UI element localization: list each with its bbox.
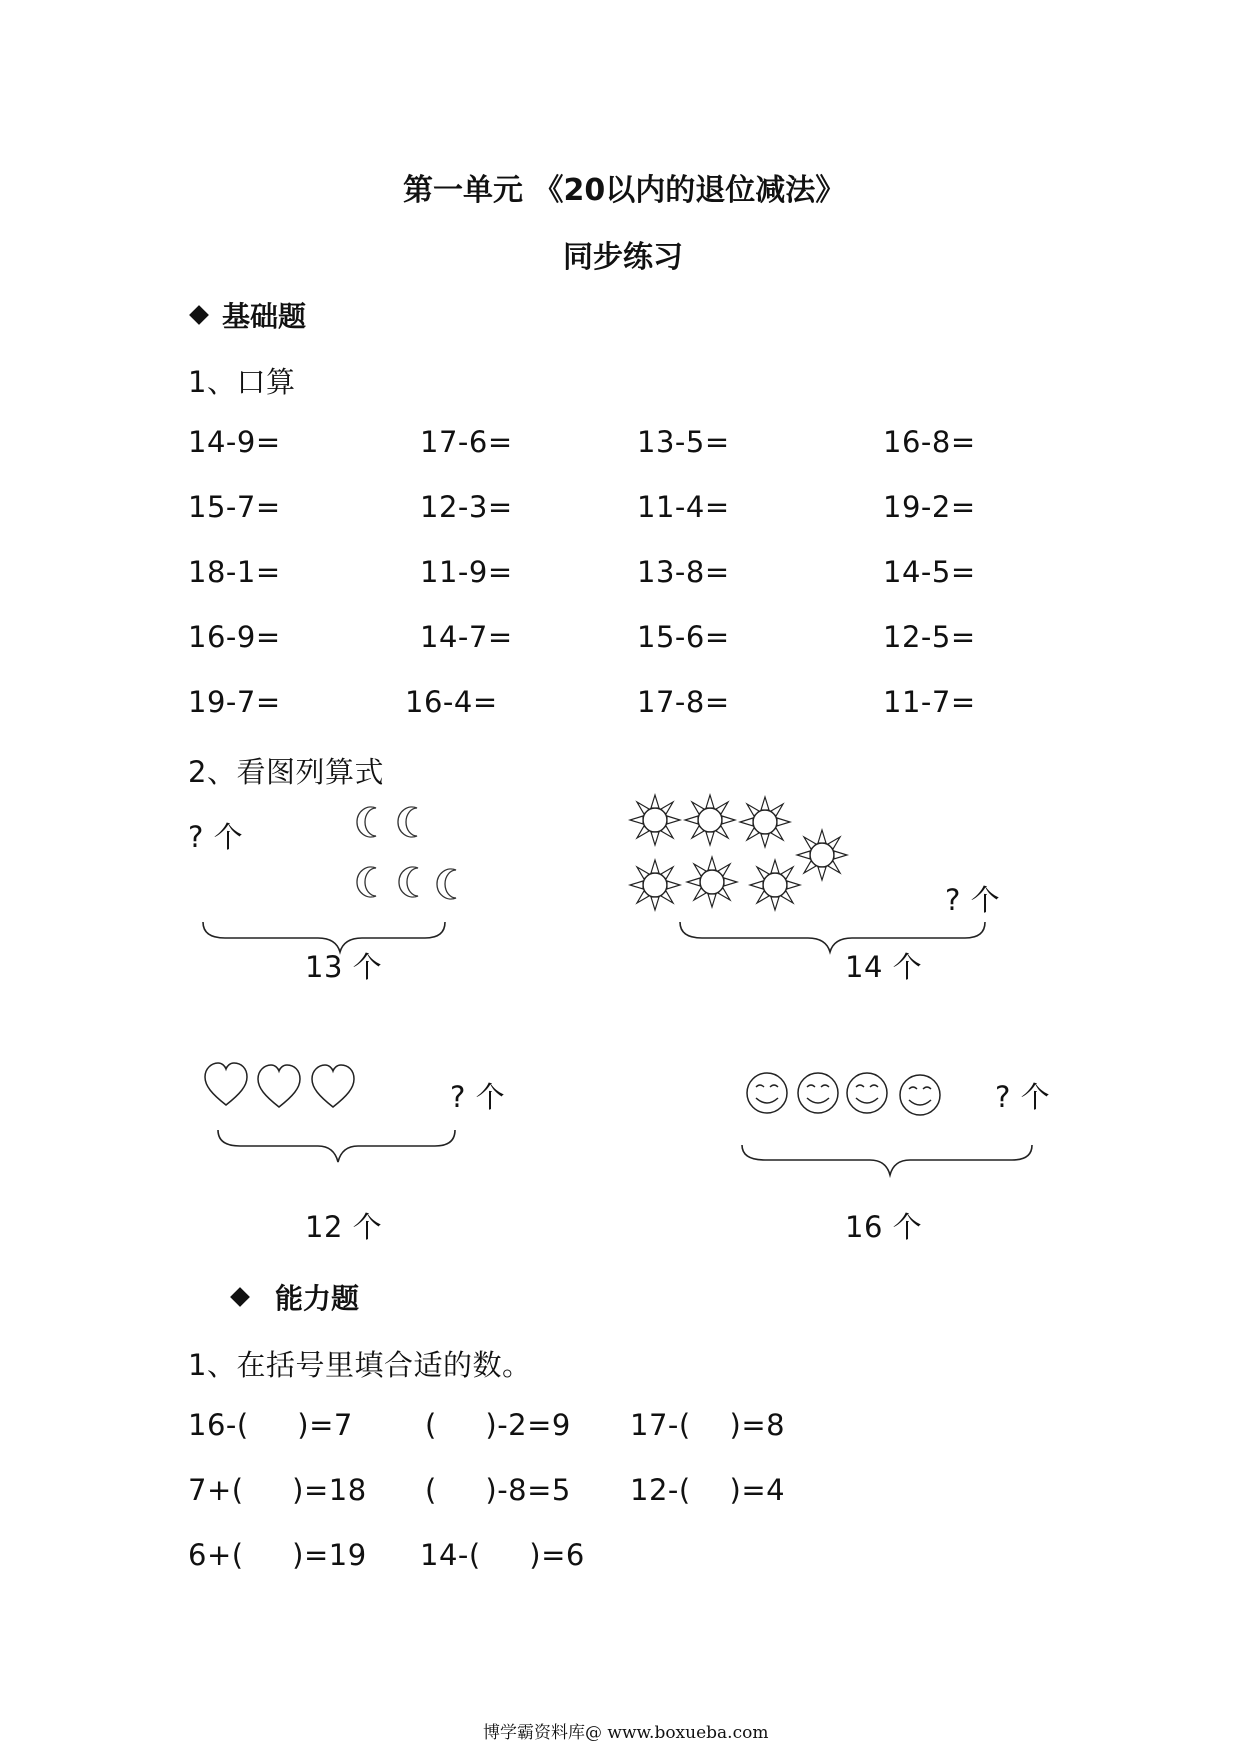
smiley-icon [847,1073,887,1113]
fill-in-problem: 16-( )=7 [188,1408,353,1442]
question-label: 1、口算 [188,365,296,399]
oral-problem: 19-2= [883,490,976,524]
section-heading-basic-text: 基础题 [222,300,307,333]
oral-problem: 14-7= [420,620,513,654]
fill-in-problem: ( )-8=5 [425,1473,571,1507]
oral-problem: 11-4= [637,490,730,524]
page-subtitle: 同步练习 [563,240,683,275]
oral-problem: 17-6= [420,425,513,459]
unknown-count-label: ? 个 [188,820,244,854]
oral-problem: 18-1= [188,555,281,589]
oral-problem: 17-8= [637,685,730,719]
question-label: 2、看图列算式 [188,755,384,789]
total-count-label: 14 个 [845,950,923,984]
oral-problem: 19-7= [188,685,281,719]
oral-problem: 16-4= [405,685,498,719]
oral-problem: 12-5= [883,620,976,654]
section-heading-ability-text: 能力题 [275,1282,360,1315]
oral-problem: 14-9= [188,425,281,459]
unknown-count-label: ? 个 [945,883,1001,917]
fill-in-problem: ( )-2=9 [425,1408,571,1442]
oral-problem: 16-8= [883,425,976,459]
fill-in-problem: 17-( )=8 [630,1408,786,1442]
fill-in-problem: 12-( )=4 [630,1473,786,1507]
fill-in-problem: 7+( )=18 [188,1473,367,1507]
diamond-bullet-icon [230,1287,250,1307]
smiley-icon [798,1073,838,1113]
footer-watermark: 博学霸资料库@ www.boxueba.com [483,1723,769,1743]
unknown-count-label: ? 个 [450,1080,506,1114]
page-title: 第一单元 《20以内的退位减法》 [403,173,846,208]
fill-in-problem: 14-( )=6 [420,1538,585,1572]
oral-problem: 11-7= [883,685,976,719]
smiley-icon [900,1075,940,1115]
unknown-count-label: ? 个 [995,1080,1051,1114]
section-heading-ability [233,1277,359,1317]
total-count-label: 13 个 [305,950,383,984]
total-count-label: 16 个 [845,1210,923,1244]
oral-problem: 12-3= [420,490,513,524]
total-count-label: 12 个 [305,1210,383,1244]
curly-brace-icon [742,1145,1032,1175]
oral-problem: 16-9= [188,620,281,654]
oral-problem: 13-5= [637,425,730,459]
smiley-icon [747,1073,787,1113]
oral-problem: 15-7= [188,490,281,524]
oral-problem: 13-8= [637,555,730,589]
oral-problem: 15-6= [637,620,730,654]
oral-problem: 14-5= [883,555,976,589]
oral-problem: 11-9= [420,555,513,589]
question-label: 1、在括号里填合适的数。 [188,1348,532,1382]
fill-in-problem: 6+( )=19 [188,1538,367,1572]
